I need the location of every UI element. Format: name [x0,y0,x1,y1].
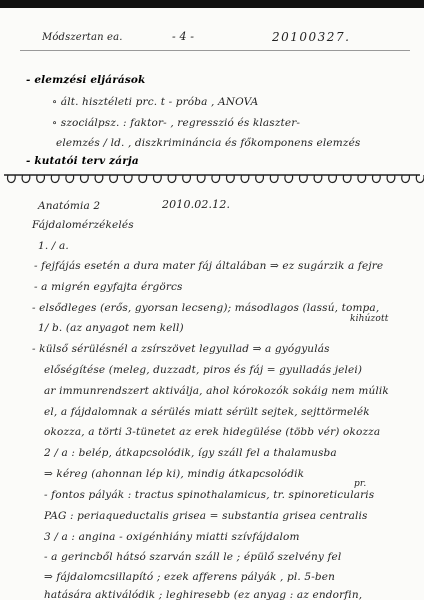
notes-title: Fájdalomérzékelés [32,219,134,231]
spiral-loop [402,175,410,183]
spiral-loop [329,175,337,183]
spiral-loop [387,175,395,183]
note-line-16: ⇒ fájdalomcsillapító ; ezek afferens pályák , pl. 5-ben [44,571,336,583]
note-line-12-margin: pr. [354,479,367,489]
note-line-13: PAG : periaqueductalis grisea = substantia grisea centralis [44,510,368,522]
spiral-loop [227,175,235,183]
spiral-loop [197,175,205,183]
note-line-14: 3 / a : angina - oxigénhiány miatti szívfájdalom [44,531,300,543]
note-line-9: okozza, a törti 3-tünetet az erek hidegülése (több vér) okozza [44,426,381,438]
spiral-loop [285,175,293,183]
header-page-number: - 4 - [172,30,195,43]
spiral-loop [373,175,381,183]
note-line-17: hatására aktiválódik ; leghiresebb (ez anyag : az endorfin, [44,589,363,600]
note-line-4: 1/ b. (az anyagot nem kell) [38,322,184,334]
spiral-loop [183,175,191,183]
note-line-11: ⇒ kéreg (ahonnan lép ki), mindig átkapcsolódik [44,468,305,480]
note-line-3-margin: kihúzott [350,314,389,324]
spiral-loop [256,175,264,183]
methods-title: - elemzési eljárások [26,74,146,86]
notes-subject: Anatómia 2 [38,200,101,212]
spiral-loop [241,175,249,183]
spiral-loop [110,175,118,183]
spiral-loop [51,175,59,183]
spiral-loop [37,175,45,183]
note-line-2: - a migrén egyfajta érgörcs [34,281,183,293]
note-line-10: 2 / a : belép, átkapcsolódik, így száll fel a thalamusba [44,447,337,459]
spiral-loop [8,175,16,183]
note-line-3: - elsődleges (erős, gyorsan lecseng); másodlagos (lassú, tompa, [32,302,380,314]
spiral-loop [300,175,308,183]
spiral-loop [66,175,74,183]
spiral-loop [212,175,220,183]
spiral-loop [139,175,147,183]
note-line-1: - fejfájás esetén a dura mater fáj általában ⇒ ez sugárzik a fejre [34,260,384,272]
note-line-5: - külső sérülésnél a zsírszövet legyullad ⇒ a gyógyulás [32,343,330,355]
spiral-loop [343,175,351,183]
methods-line-2: ∘ szociálpsz. : faktor- , regresszió és klaszter- [52,117,301,129]
header-date: 20100327. [272,30,351,44]
header-rule [20,50,410,51]
spiral-loop [22,175,30,183]
spiral-loop [81,175,89,183]
spiral-loop [358,175,366,183]
spiral-loop [95,175,103,183]
notes-date: 2010.02.12. [162,198,231,211]
spiral-loop [168,175,176,183]
note-line-6: előségítése (meleg, duzzadt, piros és fáj = gyulladás jelei) [44,364,363,376]
note-line-15: - a gerincből hátsó szarván száll le ; épülő szelvény fel [44,551,342,563]
spiral-loop [124,175,132,183]
header-course: Módszertan ea. [42,32,123,43]
scan-edge [0,0,424,8]
spiral-binding [0,170,424,188]
spiral-loop [314,175,322,183]
methods-line-3: elemzés / ld. , diszkrimináncia és főkomponens elemzés [56,137,361,149]
note-line-7: ar immunrendszert aktiválja, ahol kórokozók sokáig nem múlik [44,385,389,397]
note-line-8: el, a fájdalomnak a sérülés miatt sérült sejtek, sejttörmelék [44,406,370,418]
methods-line-4: - kutatói terv zárja [26,155,139,167]
spiral-loop [270,175,278,183]
spiral-loop [154,175,162,183]
note-line-12: - fontos pályák : tractus spinothalamicus, tr. spinoreticularis [44,489,375,501]
section-1a: 1. / a. [38,240,69,252]
methods-line-1: ∘ ált. hisztéleti prc. t - próba , ANOVA [52,96,259,108]
spiral-loop [416,175,424,183]
